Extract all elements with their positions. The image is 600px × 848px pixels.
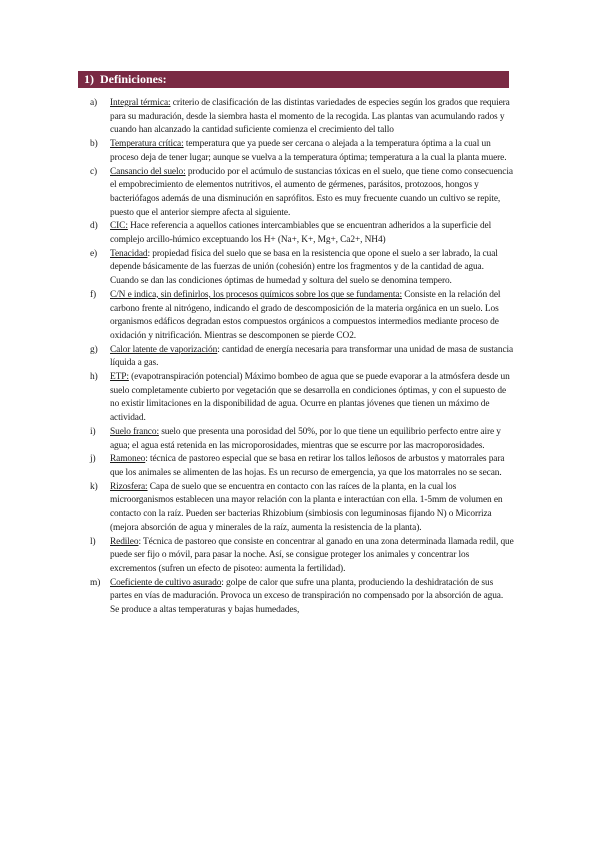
definition-text: Capa de suelo que se encuentra en contacto con las raíces de la planta, en la cual los microorganismos establecen una mayor relación con la planta e interactúan con ella. 1-5mm de volumen en contacto con la raíz. Pueden ser bacterias Rhizobium (simbiosis con leguminosas fijando N) o Micorriza (mejora absorción de agua y minerales de la raíz, aumenta la resistencia de la planta). (110, 481, 503, 533)
item-marker: b) (90, 139, 98, 150)
definition-text: : técnica de pastoreo especial que se basa en retirar los tallos leñosos de arbustos y matorrales para que los animales se alimenten de las hojas. Es un recurso de emergencia, ya que los matorrales no se secan. (110, 454, 505, 478)
definition-text: suelo que presenta una porosidad del 50%, por lo que tiene un equilibrio perfecto entre aire y agua; el agua está retenida en las microporosidades, mientras que se escurre por las macroporosidades. (110, 426, 501, 451)
definition-text: : golpe de calor que sufre una planta, produciendo la deshidratación de sus partes en vías de maduración. Provoca un exceso de transpiración no compensado por la absorción de agua. Se produce a altas temperaturas y bajas humedades, (110, 577, 504, 616)
definition-text: : Técnica de pastoreo que consiste en concentrar al ganado en una zona determinada llamada redil, que puede ser fijo o móvil, para pasar la noche. Así, se consigue proteger los animales y concentrar los excrementos (sufren un efecto de pisoteo: aumenta la fertilidad). (110, 536, 514, 574)
definition-text: producido por el acúmulo de sustancias tóxicas en el suelo, que tiene como consecuencia el empobrecimiento de elementos nutritivos, el aumento de gérmenes, parásitos, protozoos, hongos y bacteriófagos además de una disminución en saprófitos. Esto es muy frecuente cuando un cultivo se repite, puesto que el anterior siempre afecta al siguiente. (110, 166, 513, 218)
definition-term: Coeficiente de cultivo asurado (110, 577, 222, 588)
item-marker: e) (90, 248, 98, 259)
item-marker: d) (90, 221, 98, 232)
definition-term: Cansancio del suelo: (110, 166, 186, 177)
definition-item (90, 138, 514, 165)
item-marker: a) (90, 98, 98, 108)
definition-text: (evapotranspiración potencial) Máximo bombeo de agua que se puede evaporar a la atmósfera desde un suelo completamente cubierto por vegetación que se desarrolla en condiciones óptimas, y con el supuesto de no existir limitaciones en la disponibilidad de agua. Ocurre en plantas jóvenes que tienen un máximo de actividad. (110, 372, 510, 424)
definition-term: Redileo (110, 536, 139, 547)
item-marker: i) (90, 426, 96, 437)
definition-item (90, 97, 514, 138)
definition-text: : cantidad de energía necesaria para transformar una unidad de masa de sustancia líquida a gas. (110, 344, 514, 369)
definition-text: Hace referencia a aquellos cationes intercambiables que se encuentran adheridos a la superficie del complejo arcillo-húmico exceptuando los H+ (Na+, K+, Mg+, Ca2+, NH4) (110, 221, 492, 246)
definition-text: temperatura que ya puede ser cercana o alejada a la temperatura óptima a la cual un proceso deja de tener lugar; aunque se vuelva a la temperatura óptima; temperatura a la cual la planta muere. (110, 139, 507, 163)
definition-term: ETP: (110, 372, 129, 383)
item-marker: j) (90, 454, 96, 465)
definition-term: Integral térmica: (110, 98, 171, 108)
definitions-list (90, 97, 514, 618)
definition-term: CIC: (110, 221, 128, 232)
definition-item (90, 536, 514, 577)
definition-item (90, 344, 514, 371)
definition-item (90, 166, 514, 221)
item-marker: l) (90, 536, 96, 547)
item-marker: c) (90, 166, 98, 177)
section-title: Definiciones: (100, 72, 167, 86)
definition-item (90, 289, 514, 344)
definition-item (90, 426, 514, 453)
section-number: 1) (84, 72, 94, 86)
definition-item (90, 220, 514, 247)
definition-term: C/N e indica, sin definirlos, los procesos químicos sobre los que se fundamenta: (110, 289, 402, 300)
definition-item (90, 248, 514, 289)
definition-term: Rizosfera: (110, 481, 148, 492)
definition-text: criterio de clasificación de las distintas variedades de especies según los grados que requiera para su maduración, desde la siembra hasta el momento de la recogida. Las plantas van acumulando rados y cuando han alcanzado la cantidad suficiente comienza el crecimiento del tallo (110, 98, 510, 136)
definition-term: Tenacidad (110, 248, 148, 259)
definition-text: Consiste en la relación del carbono frente al nitrógeno, indicando el grado de descomposición de la materia orgánica en un suelo. Los organismos edáficos degradan estos compuestos orgánicos a compuestos intermedios mediante proceso de oxidación y nitrificación. Mientras se descomponen se pierde CO2. (110, 289, 501, 341)
definition-item (90, 453, 514, 480)
item-marker: k) (90, 481, 98, 492)
item-marker: h) (90, 372, 98, 383)
definition-term: Ramoneo (110, 454, 146, 465)
item-marker: f) (90, 289, 97, 300)
definition-item (90, 371, 514, 426)
definition-text: : propiedad física del suelo que se basa en la resistencia que opone el suelo a ser labrado, la cual depende básicamente de las fuerzas de unión (cohesión) entre los fragmentos y de la cantidad de agua. Cuando se dan las condiciones óptimas de humedad y soltura del suelo se denomina tempero. (110, 248, 498, 287)
item-marker: g) (90, 344, 98, 355)
section-heading (78, 71, 509, 88)
definition-item (90, 481, 514, 536)
item-marker: m) (90, 577, 101, 588)
definition-item (90, 577, 514, 618)
definition-term: Suelo franco: (110, 426, 159, 437)
definition-term: Temperatura crítica: (110, 139, 184, 150)
definition-term: Calor latente de vaporización (110, 344, 218, 355)
